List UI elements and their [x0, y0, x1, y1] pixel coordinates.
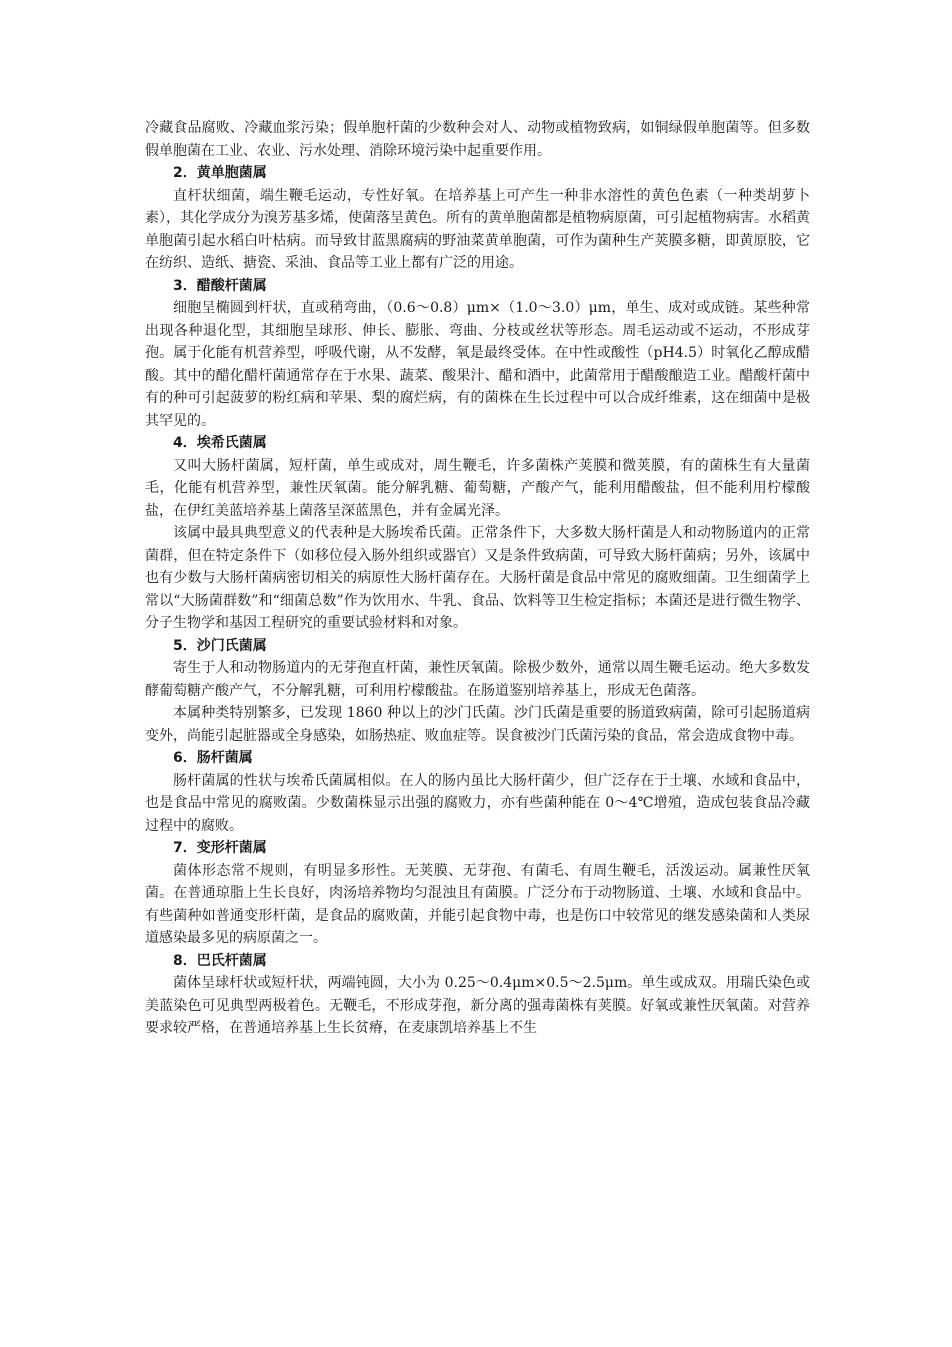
paragraph: 直杆状细菌，端生鞭毛运动，专性好氧。在培养基上可产生一种非水溶性的黄色色素（一种类胡萝卜素），其化学成分为溴芳基多烯，使菌落呈黄色。所有的黄单胞菌都是植物病原菌，可引起植物病害。水稻黄单胞菌引起水稻白叶枯病。而导致甘蓝黑腐病的野油菜黄单胞菌，可作为菌种生产荚膜多糖，即黄原胶，它在纺织、造纸、搪瓷、采油、食品等工业上都有广泛的用途。 [145, 187, 810, 271]
section-heading-salmonella: 5．沙门氏菌属 [173, 637, 267, 654]
paragraph: 菌体形态常不规则，有明显多形性。无荚膜、无芽孢、有菌毛、有周生鞭毛，活泼运动。属兼性厌氧菌。在普通琼脂上生长良好，肉汤培养物均匀混浊且有菌膜。广泛分布于动物肠道、土壤、水域和食品中。有些菌种如普通变形杆菌，是食品的腐败菌，并能引起食物中毒，也是伤口中较常见的继发感染菌和人类尿道感染最多见的病原菌之一。 [145, 862, 810, 946]
paragraph: 肠杆菌属的性状与埃希氏菌属相似。在人的肠内虽比大肠杆菌少，但广泛存在于土壤、水域和食品中，也是食品中常见的腐败菌。少数菌株显示出强的腐败力，亦有些菌种能在 0～4℃增殖，造成包装食品冷藏过程中的腐败。 [145, 772, 810, 834]
paragraph: 细胞呈椭圆到杆状，直或稍弯曲，（0.6～0.8）μm×（1.0～3.0）μm，单生、成对或成链。某些种常出现各种退化型，其细胞呈球形、伸长、膨胀、弯曲、分枝或丝状等形态。周毛运动或不运动，不形成芽孢。属于化能有机营养型，呼吸代谢，从不发酵，氧是最终受体。在中性或酸性（pH4.5）时氧化乙醇成醋酸。其中的醋化醋杆菌通常存在于水果、蔬菜、酸果汁、醋和酒中，此菌常用于醋酸酿造工业。醋酸杆菌中有的种可引起菠萝的粉红病和苹果、梨的腐烂病，有的菌株在生长过程中可以合成纤维素，这在细菌中是极其罕见的。 [145, 300, 810, 429]
section-heading-xanthomonas: 2．黄单胞菌属 [173, 165, 267, 181]
section-heading-proteus: 7．变形杆菌属 [173, 840, 267, 856]
paragraph-continued: 冷藏食品腐败、冷藏血浆污染；假单胞杆菌的少数种会对人、动物或植物致病，如铜绿假单胞菌等。但多数假单胞菌在工业、农业、污水处理、消除环境污染中起重要作用。 [145, 120, 810, 159]
section-heading-enterobacter: 6．肠杆菌属 [173, 750, 253, 766]
paragraph: 该属中最具典型意义的代表种是大肠埃希氏菌。正常条件下，大多数大肠杆菌是人和动物肠道内的正常菌群，但在特定条件下（如移位侵入肠外组织或器官）又是条件致病菌，可导致大肠杆菌病；另外，该属中也有少数与大肠杆菌病密切相关的病原性大肠杆菌存在。大肠杆菌是食品中常见的腐败细菌。卫生细菌学上常以“大肠菌群数”和“细菌总数”作为饮用水、牛乳、食品、饮料等卫生检定指标；本菌还是进行微生物学、分子生物学和基因工程研究的重要试验材料和对象。 [145, 525, 810, 631]
section-heading-acetobacter: 3．醋酸杆菌属 [173, 277, 267, 294]
paragraph: 又叫大肠杆菌属，短杆菌，单生或成对，周生鞭毛，许多菌株产荚膜和微荚膜，有的菌株生有大量菌毛，化能有机营养型，兼性厌氧菌。能分解乳糖、葡萄糖，产酸产气，能利用醋酸盐，但不能利用柠檬酸盐，在伊红美蓝培养基上菌落呈深蓝黑色，并有金属光泽。 [145, 457, 810, 519]
document-page [145, 117, 810, 1040]
section-heading-pasteurella: 8．巴氏杆菌属 [173, 952, 267, 969]
paragraph: 寄生于人和动物肠道内的无芽孢直杆菌，兼性厌氧菌。除极少数外，通常以周生鞭毛运动。绝大多数发酵葡萄糖产酸产气，不分解乳糖，可利用柠檬酸盐。在肠道鉴别培养基上，形成无色菌落。 [145, 660, 810, 699]
paragraph: 菌体呈球杆状或短杆状，两端钝圆，大小为 0.25～0.4μm×0.5～2.5μm。单生或成双。用瑞氏染色或美蓝染色可见典型两极着色。无鞭毛，不形成芽孢，新分离的强毒菌株有荚膜。好氧或兼性厌氧菌。对营养要求较严格，在普通培养基上生长贫瘠，在麦康凯培养基上不生 [145, 975, 810, 1036]
section-heading-escherichia: 4．埃希氏菌属 [173, 435, 267, 451]
paragraph: 本属种类特别繁多，已发现 1860 种以上的沙门氏菌。沙门氏菌是重要的肠道致病菌，除可引起肠道病变外，尚能引起脏器或全身感染，如肠热症、败血症等。误食被沙门氏菌污染的食品，常会造成食物中毒。 [145, 705, 810, 744]
